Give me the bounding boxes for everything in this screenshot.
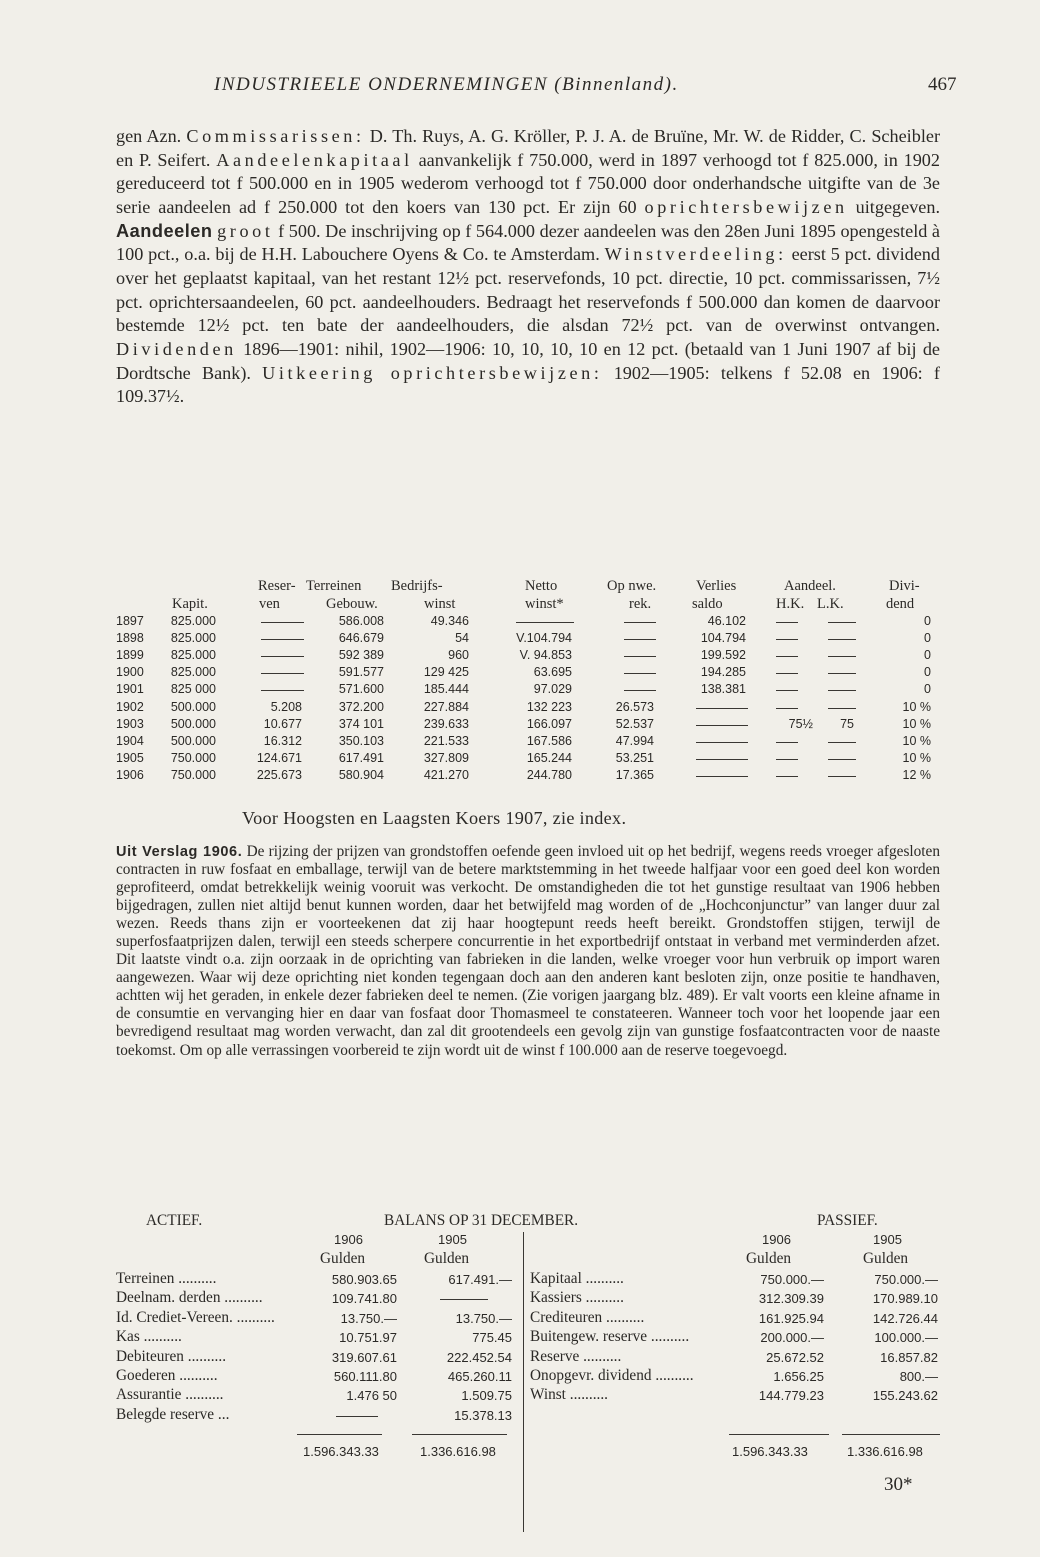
empty-dash: [776, 776, 798, 777]
empty-dash: [776, 639, 798, 640]
empty-dash: [776, 708, 798, 709]
total-rule: [729, 1434, 829, 1435]
balance-value-1905: 465.260.11: [447, 1369, 512, 1384]
cell-netto: 244.780: [526, 767, 572, 782]
cell-verlies: 194.285: [700, 665, 746, 680]
cell-kapit: 825 000: [170, 682, 216, 697]
report-text: De rijzing der prijzen van grondstoffen oefende geen invloed uit op het bedrijf, wegens reeds vroeger afgesloten contracten in ruw fosfaat en emballage, terwijl van de betere marktstemming in het tweede halfjaar voor een goed deel kon worden geprofiteerd, omdat betrekkelijk weinig vooruit was verkocht. De omstandigheden die tot het gunstige resultaat van 1906 hebben bijgedragen, zullen niet altijd benut kunnen worden, daar het betwijfeld mag worden of de „Hochconjunctur” van langer duur zal wezen. Reeds thans zijn er voorteekenen dat zij haar hoogtepunt reeds heeft bereikt. Grondstoffen stijgen, terwijl de superfosfaatprijzen dalen, terwijl een steeds scherpere concurrentie in het exportbedrijf ontstaat in verband met verminderden afzet. Dit laatste vindt o.a. zijn oorzaak in de oprichting van fabrieken in die landen, welke vroeger voor hun verbruik op import waren aangewezen. Waar wij deze oprichting niet konden tegengaan doch aan den anderen kant besloten zijn, onze positie te handhaven, achtten wij het geraden, in enkele dezer fabrieken deel te nemen. (Zie vorigen jaargang blz. 489). Er valt voorts een kleine afname in de consumtie en vervanging hier en daar van fosfaat door Thomasmeel te constateeren. Wanneer toch voor het loopende jaar een bevredigend resultaat mag worden verwacht, dan zal dit grootendeels een gevolg zijn van gunstige fosfaatcontracten voor de naaste toekomst. Om op alle verrassingen voorbereid te zijn wordt uit de winst f 100.000 aan de reserve toegevoegd.: [116, 843, 940, 1059]
empty-dash: [261, 622, 304, 623]
empty-dash: [261, 673, 304, 674]
balance-item-label: Winst ..........: [530, 1386, 608, 1404]
table-row: [116, 631, 940, 649]
balance-value-1906: 312.309.39: [758, 1291, 824, 1307]
running-header: [0, 74, 1040, 104]
empty-dash: [828, 708, 856, 709]
dividenden-label: Dividenden: [116, 338, 237, 359]
total-rule: [842, 1434, 940, 1435]
intro-text: aanvankelijk f 750.000, werd in 1897 verhoogd tot f 825.000, in 1902 gereduceerd tot f 500.000 en in 1905 wederom verhoogd tot f 750.000 door onderhandsche uitgifte van de 3e serie aandeelen ad f 250.000 tot den koers van 130 pct. Er zijn 60: [116, 149, 940, 217]
intro-text: 1896—1901: nihil, 1902—1906: 10, 10, 10, 10 en 12 pct. (betaald van 1 Juni 1907 af bij de Dordtsche Bank).: [116, 338, 940, 383]
empty-dash: [624, 690, 656, 691]
aandeelenkapitaal-label: Aandeelenkapitaal: [216, 149, 413, 170]
balance-value-1905: 170.989.10: [872, 1291, 938, 1307]
balance-value-1906: 25.672.52: [766, 1349, 824, 1365]
cell-terreinen: 586.008: [338, 614, 384, 628]
cell-kapit: 825.000: [170, 614, 216, 628]
cell-netto: 167.586: [526, 733, 572, 748]
empty-dash: [440, 1299, 488, 1300]
balance-value-1906: 1.656.25: [773, 1369, 824, 1384]
balance-value-1906: 109.741.80: [331, 1291, 397, 1307]
sheet-signature: 30*: [884, 1474, 913, 1495]
cell-bedrijfswinst: 49.346: [430, 614, 469, 628]
column-divider: [523, 1232, 524, 1532]
empty-dash: [696, 742, 748, 743]
passief-total-1905: 1.336.616.98: [847, 1444, 923, 1459]
cell-dividend: 0: [924, 614, 931, 628]
empty-dash: [624, 656, 656, 657]
unit-header: Gulden: [424, 1250, 470, 1267]
cell-year: 1903: [116, 716, 144, 731]
balance-value-1905: 617.491.—: [448, 1272, 512, 1287]
balance-value-1906: 560.111.80: [333, 1369, 397, 1384]
empty-dash: [261, 639, 304, 640]
cell-netto: V. 94.853: [519, 648, 572, 663]
table-row: [116, 700, 940, 718]
passief-label: PASSIEF.: [817, 1212, 878, 1229]
unit-header: Gulden: [863, 1250, 909, 1267]
cell-bedrijfswinst: 327.809: [423, 750, 469, 765]
balance-value-1906: 580.903.65: [331, 1272, 397, 1287]
cell-reserven: 16.312: [263, 733, 302, 748]
cell-terreinen: 617.491: [338, 750, 384, 765]
balance-item-label: Crediteuren ..........: [530, 1308, 645, 1326]
cell-bedrijfswinst: 185.444: [423, 682, 469, 697]
intro-text: eerst 5 pct. dividend over het geplaatst kapitaal, van het restant 12½ pct. reservefonds, 10 pct. directie, 10 pct. commissarissen, 7½ pct. oprichtersaandeelen, 60 pct. aandeelhouders. Bedraagt het reservefonds f 500.000 dan komen de daarvoor bestemde 12½ pct. ten bate der aandeelhouders, die alsdan 72½ pct. van de overwinst ontvangen.: [116, 244, 940, 336]
balance-item-label: Reserve ..........: [530, 1347, 622, 1365]
cell-year: 1897: [116, 614, 144, 628]
cell-bedrijfswinst: 421.270: [423, 767, 469, 782]
empty-dash: [828, 656, 856, 657]
commissarissen-label: Commissarissen:: [186, 126, 365, 146]
balance-item-label: Debiteuren ..........: [116, 1347, 227, 1365]
cell-opnwe: 26.573: [615, 699, 654, 714]
balance-item-label: Terreinen ..........: [116, 1270, 217, 1287]
cell-year: 1902: [116, 699, 144, 714]
empty-dash: [828, 759, 856, 760]
empty-dash: [828, 673, 856, 674]
empty-dash: [624, 622, 656, 623]
column-header: Divi-: [889, 578, 920, 594]
balance-value-1905: 800.—: [899, 1369, 938, 1384]
balance-value-1905: 1.509.75: [461, 1388, 512, 1404]
company-intro-paragraph: [116, 125, 940, 409]
cell-verlies: 46.102: [707, 614, 746, 628]
column-header: L.K.: [817, 596, 844, 612]
cell-kapit: 500.000: [170, 716, 216, 731]
cell-kapit: 500.000: [170, 733, 216, 748]
cell-terreinen: 580.904: [338, 767, 384, 782]
aandeelen-label: Aandeelen: [116, 220, 213, 241]
index-reference: Voor Hoogsten en Laagsten Koers 1907, zie index.: [242, 808, 627, 828]
cell-lk: 75: [840, 716, 854, 731]
actief-label: ACTIEF.: [146, 1212, 203, 1229]
empty-dash: [828, 776, 856, 777]
cell-kapit: 825.000: [170, 648, 216, 663]
table-row: [116, 717, 940, 735]
unit-header: Gulden: [320, 1250, 366, 1267]
cell-hk: 75½: [788, 716, 813, 731]
cell-netto: 63.695: [533, 665, 572, 680]
balance-value-1905: 13.750.—: [455, 1310, 512, 1326]
column-header: winst*: [525, 596, 564, 612]
actief-total-1906: 1.596.343.33: [303, 1444, 379, 1459]
empty-dash: [516, 622, 574, 623]
winstverdeeling-label: Winstverdeeling:: [604, 244, 787, 265]
cell-year: 1901: [116, 682, 144, 697]
cell-terreinen: 592 389: [338, 648, 384, 663]
cell-dividend: 10 %: [902, 699, 931, 714]
balance-value-1906: 161.925.94: [758, 1310, 824, 1326]
cell-verlies: 199.592: [700, 648, 746, 663]
column-header: dend: [886, 596, 915, 612]
cell-dividend: 10 %: [902, 716, 931, 731]
empty-dash: [776, 742, 798, 743]
intro-text: uitgegeven.: [847, 196, 940, 217]
cell-year: 1899: [116, 648, 144, 663]
empty-dash: [696, 759, 748, 760]
empty-dash: [696, 708, 748, 709]
passief-total-1906: 1.596.343.33: [732, 1444, 808, 1459]
year-header: 1905: [438, 1232, 467, 1247]
cell-terreinen: 571.600: [338, 682, 384, 697]
balance-item-label: Deelnam. derden ..........: [116, 1289, 263, 1307]
balance-item-label: Buitengew. reserve ..........: [530, 1328, 690, 1346]
cell-bedrijfswinst: 129 425: [423, 665, 469, 680]
balance-value-1905: 100.000.—: [874, 1330, 938, 1346]
cell-bedrijfswinst: 227.884: [423, 699, 469, 714]
empty-dash: [261, 656, 304, 657]
cell-terreinen: 372.200: [338, 699, 384, 714]
balance-value-1905: 16.857.82: [880, 1349, 938, 1365]
column-header: Bedrijfs-: [391, 578, 443, 594]
balance-item-label: Id. Crediet-Vereen. ..........: [116, 1308, 275, 1326]
empty-dash: [261, 690, 304, 691]
cell-terreinen: 374 101: [338, 716, 384, 731]
cell-netto: 132 223: [526, 699, 572, 714]
cell-verlies: 104.794: [700, 631, 746, 646]
column-header: Verlies: [696, 578, 737, 594]
balance-value-1906: 200.000.—: [760, 1330, 824, 1346]
cell-dividend: 0: [924, 682, 931, 697]
cell-reserven: 225.673: [256, 767, 302, 782]
cell-opnwe: 53.251: [615, 750, 654, 765]
empty-dash: [336, 1416, 378, 1417]
cell-year: 1898: [116, 631, 144, 646]
cell-opnwe: 52.537: [615, 716, 654, 731]
cell-kapit: 825.000: [170, 631, 216, 646]
empty-dash: [776, 690, 798, 691]
balance-item-label: Kassiers ..........: [530, 1289, 624, 1307]
table-row: [116, 734, 940, 752]
balance-value-1905: 222.452.54: [446, 1349, 512, 1365]
cell-verlies: 138.381: [700, 682, 746, 697]
cell-bedrijfswinst: 221.533: [423, 733, 469, 748]
cell-dividend: 10 %: [902, 733, 931, 748]
empty-dash: [776, 759, 798, 760]
balance-value-1905: 775.45: [472, 1330, 512, 1346]
cell-netto: 97.029: [533, 682, 572, 697]
balance-item-label: Belegde reserve ...: [116, 1405, 230, 1423]
cell-bedrijfswinst: 54: [455, 631, 469, 646]
column-header: rek.: [629, 596, 652, 612]
balance-value-1906: 10.751.97: [339, 1330, 397, 1346]
cell-dividend: 0: [924, 648, 931, 663]
cell-bedrijfswinst: 960: [448, 648, 469, 663]
cell-dividend: 12 %: [902, 767, 931, 782]
table-row: [116, 751, 940, 769]
empty-dash: [828, 639, 856, 640]
balance-item-label: Goederen ..........: [116, 1367, 218, 1384]
cell-dividend: 0: [924, 665, 931, 680]
column-header: Aandeel.: [784, 578, 836, 594]
year-header: 1905: [873, 1232, 902, 1247]
cell-netto: 166.097: [526, 716, 572, 731]
column-header: ven: [259, 596, 280, 612]
balance-value-1906: 319.607.61: [331, 1349, 397, 1365]
table-row: [116, 614, 940, 632]
balance-value-1906: 13.750.—: [340, 1310, 397, 1326]
balance-value-1905: 750.000.—: [874, 1272, 938, 1287]
annual-report-paragraph: [116, 843, 940, 1060]
cell-opnwe: 17.365: [615, 767, 654, 782]
balance-value-1905: 142.726.44: [872, 1310, 938, 1326]
year-header: 1906: [762, 1232, 791, 1247]
empty-dash: [624, 673, 656, 674]
running-title: INDUSTRIEELE ONDERNEMINGEN (Binnenland).: [214, 74, 679, 95]
intro-text: f 500. De inschrijving op f 564.000 dezer aandeelen was den 28en Juni 1895 opengesteld à 100 pct., o.a. bij de H.H. Labouchere Oyens & Co. te Amsterdam.: [116, 220, 941, 265]
cell-year: 1905: [116, 750, 144, 765]
cell-year: 1906: [116, 767, 144, 782]
cell-kapit: 500.000: [170, 699, 216, 714]
empty-dash: [776, 656, 798, 657]
column-header: Netto: [525, 578, 558, 594]
cell-netto: V.104.794: [516, 631, 572, 646]
cell-kapit: 750.000: [170, 767, 216, 782]
table-row: [116, 682, 940, 700]
cell-opnwe: 47.994: [615, 733, 654, 748]
groot-label: groot: [217, 220, 274, 241]
balance-item-label: Assurantie ..........: [116, 1386, 224, 1404]
empty-dash: [828, 690, 856, 691]
cell-year: 1904: [116, 733, 144, 748]
cell-netto: 165.244: [526, 750, 572, 765]
cell-kapit: 750.000: [170, 750, 216, 765]
actief-total-1905: 1.336.616.98: [420, 1444, 496, 1459]
balance-title: BALANS OP 31 DECEMBER.: [384, 1212, 579, 1229]
cell-terreinen: 646.679: [338, 631, 384, 646]
table-row: [116, 665, 940, 683]
empty-dash: [828, 742, 856, 743]
balance-value-1906: 144.779.23: [758, 1388, 824, 1404]
report-title: Uit Verslag 1906.: [116, 844, 243, 860]
cell-terreinen: 350.103: [338, 733, 384, 748]
cell-bedrijfswinst: 239.633: [423, 716, 469, 731]
cell-reserven: 124.671: [256, 750, 302, 765]
balance-value-1906: 750.000.—: [760, 1272, 824, 1287]
column-header: saldo: [692, 596, 723, 612]
cell-year: 1900: [116, 665, 144, 680]
balance-value-1905: 15.378.13: [454, 1407, 512, 1423]
empty-dash: [776, 622, 798, 623]
page-number: 467: [928, 74, 957, 95]
uitkeering-label: Uitkeering oprichtersbewijzen:: [262, 362, 603, 383]
cell-kapit: 825.000: [170, 665, 216, 680]
column-header: H.K.: [776, 596, 805, 612]
cell-reserven: 10.677: [263, 716, 302, 731]
column-header: Reser-: [258, 578, 296, 594]
balance-item-label: Onopgevr. dividend ..........: [530, 1367, 694, 1384]
total-rule: [297, 1434, 382, 1435]
column-header: Op nwe.: [607, 578, 657, 594]
balance-value-1905: 155.243.62: [872, 1388, 938, 1404]
empty-dash: [624, 639, 656, 640]
column-header: Terreinen: [306, 578, 362, 594]
balance-sheet: [112, 1212, 942, 1542]
empty-dash: [776, 673, 798, 674]
table-row: [116, 648, 940, 666]
intro-text: D. Th. Ruys, A. G. Kröller, P. J. A. de Bruïne, Mr. W. de Ridder, C. Scheibler en P. Seifert.: [116, 126, 940, 170]
balance-item-label: Kapitaal ..........: [530, 1270, 624, 1287]
cell-reserven: 5.208: [270, 699, 302, 714]
cell-dividend: 10 %: [902, 750, 931, 765]
year-header: 1906: [334, 1232, 363, 1247]
intro-text: gen Azn.: [116, 126, 187, 146]
intro-text: 1902—1905: telkens f 52.08 en 1906: f 109.37½.: [116, 362, 940, 407]
column-header: Gebouw.: [326, 596, 378, 612]
empty-dash: [696, 776, 748, 777]
balance-item-label: Kas ..........: [116, 1328, 182, 1346]
total-rule: [412, 1434, 507, 1435]
column-header: Kapit.: [172, 596, 208, 612]
empty-dash: [828, 622, 856, 623]
oprichtersbewijzen-label: oprichtersbewijzen: [644, 196, 848, 217]
unit-header: Gulden: [746, 1250, 792, 1267]
cell-dividend: 0: [924, 631, 931, 646]
empty-dash: [696, 725, 748, 726]
column-header: winst: [424, 596, 456, 612]
table-row: [116, 768, 940, 786]
cell-terreinen: 591.577: [338, 665, 384, 680]
balance-value-1906: 1.476 50: [346, 1388, 397, 1404]
